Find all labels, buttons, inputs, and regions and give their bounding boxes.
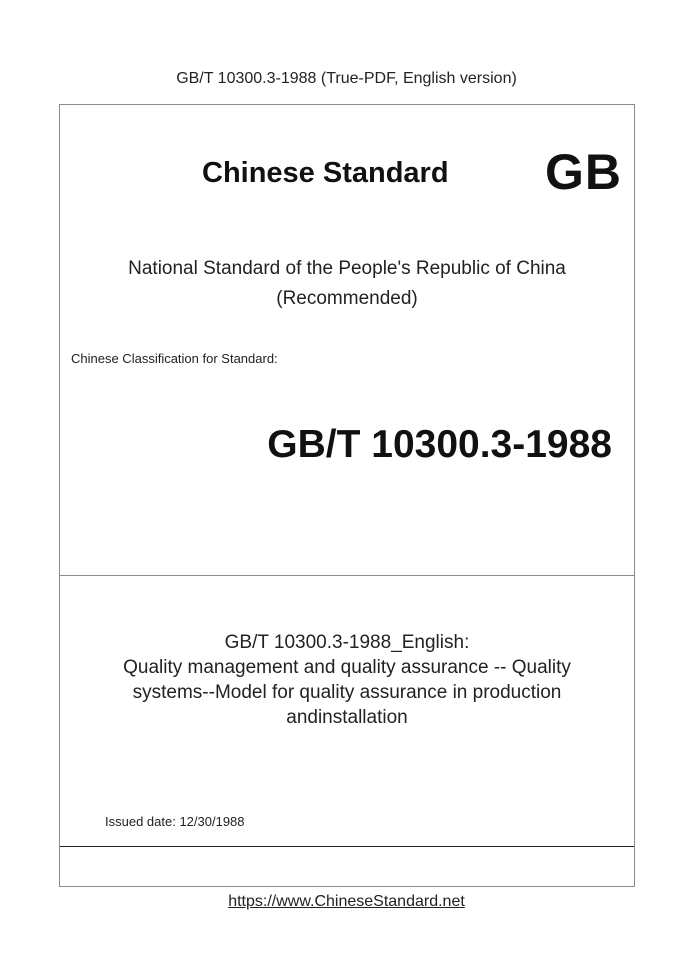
footer-link-container — [0, 893, 693, 911]
cover-frame — [59, 104, 635, 887]
cover-top-section — [60, 105, 634, 576]
title-line-2: systems--Model for quality assurance in production — [132, 682, 562, 703]
standard-number: GB/T 10300.3-1988 — [267, 423, 612, 466]
title-line-3: andinstallation — [286, 707, 408, 728]
gb-logo: GB — [545, 144, 622, 200]
recommended-line: (Recommended) — [276, 288, 418, 309]
website-link[interactable]: https://www.ChineseStandard.net — [228, 893, 465, 910]
national-standard-line: National Standard of the People's Republic of China — [128, 258, 566, 279]
cover-bottom-strip — [60, 847, 634, 888]
title-line-code: GB/T 10300.3-1988_English: — [224, 632, 470, 653]
document-title-block — [60, 630, 634, 730]
issued-date: Issued date: 12/30/1988 — [105, 814, 245, 829]
standard-heading: Chinese Standard — [202, 157, 449, 189]
document-header: GB/T 10300.3-1988 (True-PDF, English version) — [176, 70, 517, 87]
cover-title-section — [60, 576, 634, 847]
title-line-1: Quality management and quality assurance -- Quality — [123, 657, 571, 678]
classification-label: Chinese Classification for Standard: — [71, 351, 278, 366]
